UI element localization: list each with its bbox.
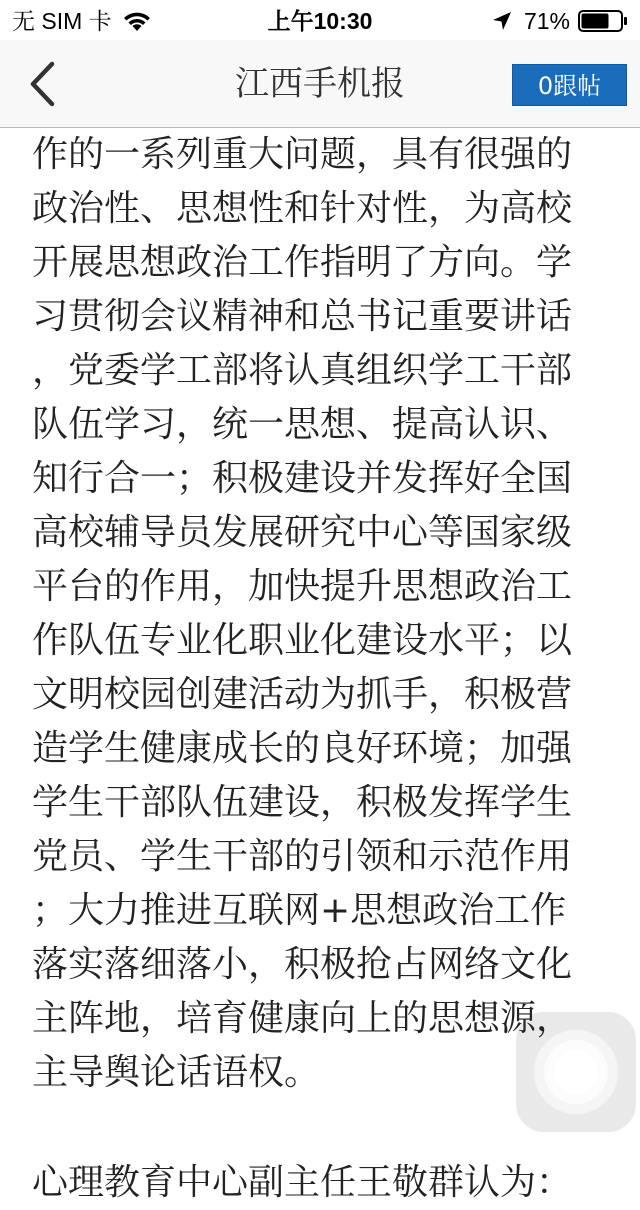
article-line: ，党委学工部将认真组织学工干部 (32, 350, 573, 391)
carrier-label: 无 SIM 卡 (12, 8, 112, 34)
page-title: 江西手机报 (235, 64, 405, 104)
comments-button[interactable]: 0跟帖 (512, 64, 627, 106)
article-line: 政治性、思想性和针对性，为高校 (32, 188, 573, 229)
article-line: 知行合一；积极建设并发挥好全国 (32, 458, 573, 499)
status-bar (0, 0, 640, 40)
article-line: 主导舆论话语权。 (32, 1052, 321, 1093)
location-arrow-icon (492, 11, 512, 31)
article-line: 作队伍专业化职业化建设水平；以 (32, 620, 573, 661)
article-line: 文明校园创建活动为抓手，积极营 (32, 674, 573, 715)
status-left (12, 6, 152, 36)
status-right (492, 6, 628, 36)
article-line: 开展思想政治工作指明了方向。学 (32, 242, 573, 283)
article-line: 造学生健康成长的良好环境；加强 (32, 728, 573, 769)
assistive-touch-core (554, 1050, 598, 1094)
battery-fill (582, 14, 609, 29)
chevron-left-icon (22, 58, 66, 110)
article-line: 党员、学生干部的引领和示范作用 (32, 836, 573, 877)
article-paragraph-2 (32, 1156, 616, 1210)
assistive-touch-button[interactable] (516, 1012, 636, 1132)
article-line: 高校辅导员发展研究中心等国家级 (32, 512, 573, 553)
article-line: ；大力推进互联网+思想政治工作 (32, 890, 567, 931)
nav-bar (0, 40, 640, 128)
article-line: 主阵地，培育健康向上的思想源， (32, 998, 573, 1039)
article-line: 学生干部队伍建设，积极发挥学生 (32, 782, 573, 823)
wifi-icon (122, 9, 152, 33)
article-line: 落实落细落小，积极抢占网络文化 (32, 944, 573, 985)
article-line: 习贯彻会议精神和总书记重要讲话 (32, 296, 573, 337)
article-line: 心理教育中心副主任王敬群认为： (32, 1162, 573, 1203)
status-time: 上午10:30 (267, 8, 373, 34)
article-line: 平台的作用，加快提升思想政治工 (32, 566, 573, 607)
battery-icon (578, 9, 628, 33)
article-line: 队伍学习，统一思想、提高认识、 (32, 404, 573, 445)
article-paragraph-1 (32, 128, 616, 1100)
article-line: 作的一系列重大问题，具有很强的 (32, 134, 573, 175)
battery-percent: 71% (523, 8, 570, 34)
back-button[interactable] (22, 58, 66, 110)
article-body[interactable] (32, 128, 616, 1203)
